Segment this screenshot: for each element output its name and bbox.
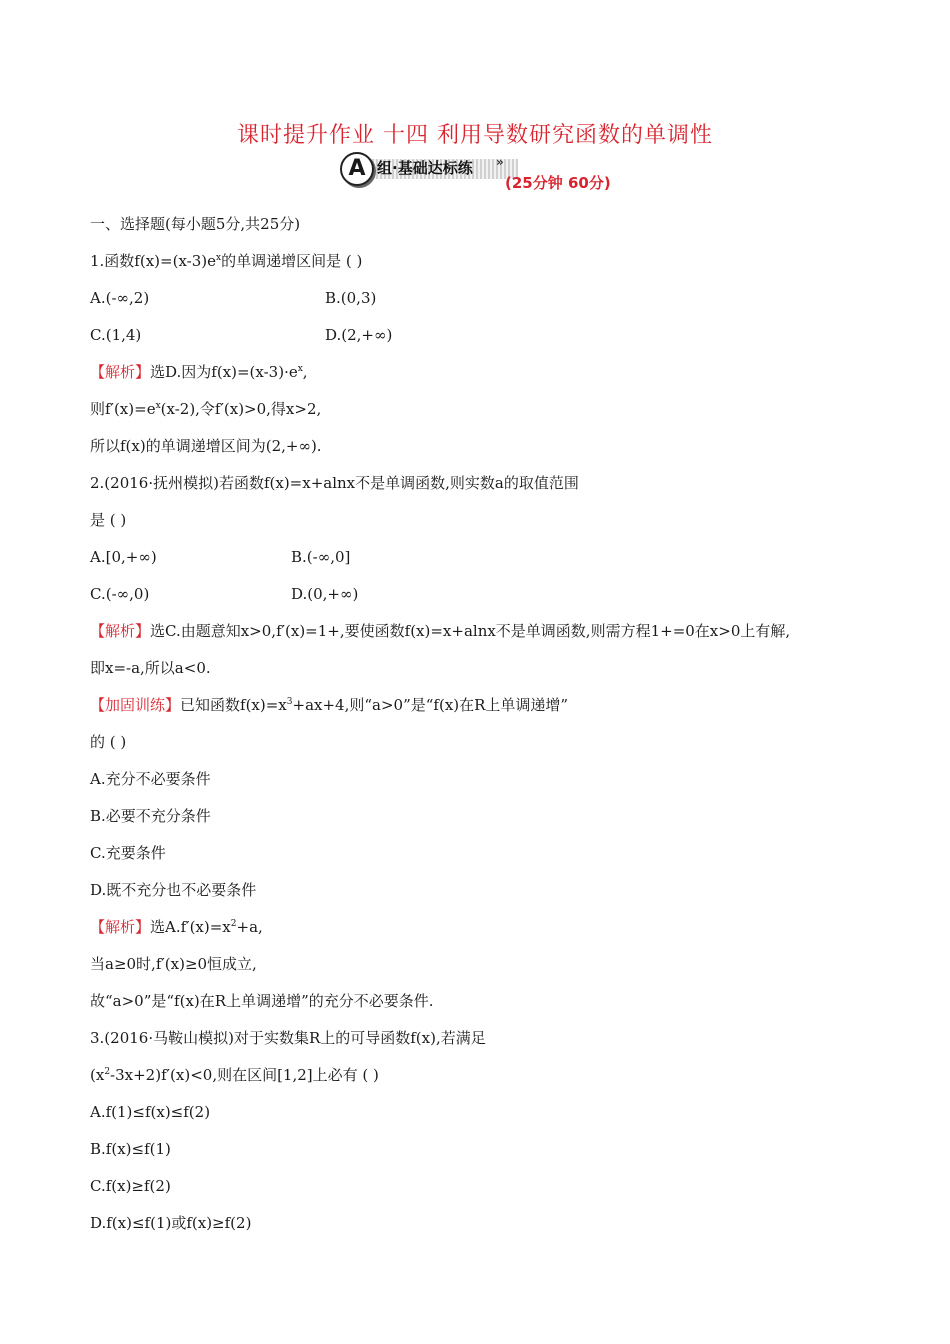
practice-analysis-line-3: 故“a>0”是“f(x)在R上单调递增”的充分不必要条件. (90, 992, 434, 1010)
practice-stem-l1-sup: 3 (286, 697, 293, 707)
q1-option-b: B.(0,3) (325, 289, 377, 307)
practice-option-c: C.充要条件 (90, 844, 166, 862)
question-3-stem-line-1: 3.(2016·马鞍山模拟)对于实数集R上的可导函数f(x),若满足 (90, 1029, 486, 1047)
question-2-options-row-1 (90, 539, 870, 576)
q3-option-b: B.f(x)≤f(1) (90, 1140, 171, 1158)
document-body (90, 206, 870, 1242)
question-1-options-row-1 (90, 280, 870, 317)
practice-analysis-line-1 (90, 909, 870, 946)
q1-option-a: A.(-∞,2) (90, 289, 150, 307)
badge-arrow: » (496, 155, 504, 169)
practice-analysis-tag: 【解析】 (90, 918, 151, 936)
practice-tag: 【加固训练】 (90, 696, 181, 714)
q2-option-d: D.(0,+∞) (291, 585, 359, 603)
practice-analysis-line-2: 当a≥0时,f′(x)≥0恒成立, (90, 955, 257, 973)
q1-analysis-line-1 (90, 354, 870, 391)
q2-analysis-line-2: 即x=-a,所以a<0. (90, 659, 211, 677)
badge-label: 组·基础达标练 (377, 159, 473, 177)
section-heading: 一、选择题(每小题5分,共25分) (90, 215, 301, 233)
q2-option-b: B.(-∞,0] (291, 548, 351, 566)
q1-option-d: D.(2,+∞) (325, 326, 393, 344)
q1-analysis-line-3: 所以f(x)的单调递增区间为(2,+∞). (90, 437, 322, 455)
q1-analysis-line-2 (90, 391, 870, 428)
practice-analysis-l1-sup: 2 (230, 919, 237, 929)
badge-letter: A (340, 152, 374, 186)
q3-stem-l2-post: -3x+2)f′(x)<0,则在区间[1,2]上必有 ( ) (110, 1066, 379, 1084)
q2-option-a: A.[0,+∞) (90, 548, 157, 566)
q3-option-d: D.f(x)≤f(1)或f(x)≥f(2) (90, 1214, 252, 1232)
q2-analysis-l1: 选C.由题意知x>0,f′(x)=1+,要使函数f(x)=x+alnx不是单调函数,则需方程1+=0在x>0上有解, (150, 622, 791, 640)
q2-option-c: C.(-∞,0) (90, 585, 150, 603)
q1-option-c: C.(1,4) (90, 326, 142, 344)
q2-analysis-line-1 (90, 613, 870, 650)
page-title: 课时提升作业 十四 利用导数研究函数的单调性 (237, 123, 713, 148)
q2-analysis-tag: 【解析】 (90, 622, 151, 640)
question-1-stem (90, 243, 870, 280)
practice-analysis-l1-post: +a, (236, 918, 263, 936)
q1-stem-sup: x (215, 253, 222, 263)
question-2-stem-line-1: 2.(2016·抚州模拟)若函数f(x)=x+alnx不是单调函数,则实数a的取值范围 (90, 474, 579, 492)
q1-analysis-tag: 【解析】 (90, 363, 151, 381)
q1-analysis-l2-pre: 则f′(x)=e (90, 400, 156, 418)
question-2-stem-line-2: 是 ( ) (90, 511, 127, 529)
time-note: (25分钟 60分) (505, 174, 611, 192)
q3-option-c: C.f(x)≥f(2) (90, 1177, 171, 1195)
q1-analysis-l2-sup: x (155, 401, 161, 411)
practice-stem-l1-post: +ax+4,则“a>0”是“f(x)在R上单调递增” (292, 696, 569, 714)
question-3-stem-line-2 (90, 1057, 870, 1094)
practice-stem-line-1 (90, 687, 870, 724)
question-2-options-row-2 (90, 576, 870, 613)
q1-analysis-l1-pre: 选D.因为f(x)=(x-3)·e (150, 363, 298, 381)
q3-stem-l2-sup: 2 (104, 1067, 111, 1077)
q3-option-a: A.f(1)≤f(x)≤f(2) (90, 1103, 211, 1121)
q1-analysis-l2-post: (x-2),令f′(x)>0,得x>2, (160, 400, 322, 418)
practice-stem-l1-pre: 已知函数f(x)=x (180, 696, 287, 714)
practice-option-b: B.必要不充分条件 (90, 807, 211, 825)
practice-option-a: A.充分不必要条件 (90, 770, 211, 788)
practice-analysis-l1-pre: 选A.f′(x)=x (150, 918, 231, 936)
q1-analysis-l1-post: , (302, 363, 308, 381)
practice-stem-line-2: 的 ( ) (90, 733, 127, 751)
q1-stem-pre: 1.函数f(x)=(x-3)e (90, 252, 216, 270)
practice-option-d: D.既不充分也不必要条件 (90, 881, 257, 899)
q3-stem-l2-pre: (x (90, 1066, 105, 1084)
question-1-options-row-2 (90, 317, 870, 354)
q1-stem-post: 的单调递增区间是 ( ) (221, 252, 363, 270)
q1-analysis-l1-sup: x (297, 364, 303, 374)
